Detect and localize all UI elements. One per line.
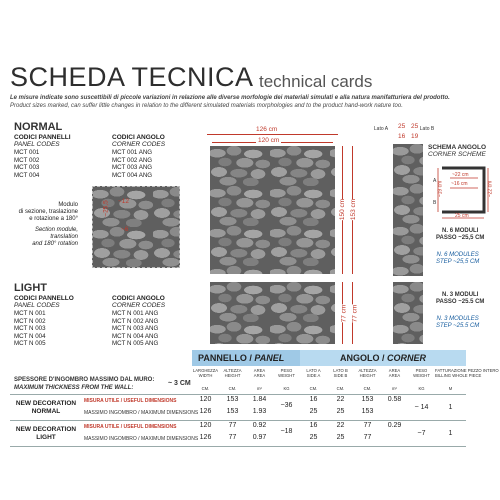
row-label-line: LIGHT [36,434,56,441]
scheme-subtitle: CORNER SCHEME [428,151,486,158]
table-cell: 120 [199,422,212,429]
note-english: Product sizes marked, can suffer little changes in relation to the different simulated materials morphologies and to the product hand-work nature too. [10,103,403,109]
panel-height-inner-light: 77 cm [340,304,348,323]
list-item: MCT 002 [14,156,40,164]
list-item: MCT N 004 [14,332,46,340]
col-header [354,368,381,378]
list-item: MCT 001 ANG [112,149,153,156]
panel-col-headers [192,368,300,378]
unit: KG [283,386,290,391]
table-row [192,422,273,429]
scheme-dim: ~22 cm [487,180,494,198]
list-item: MCT N 005 [14,340,46,347]
table-cell: 120 [199,396,212,403]
light-corner-codes-list [112,310,158,348]
module-dim: ~12 [118,198,130,205]
col-header [381,368,408,378]
panel-header [198,353,284,363]
module-note-line: Modulo [58,202,78,208]
table-row [300,434,408,441]
light-panel-codes-sub: PANEL CODES [14,302,60,309]
table-cell: 126 [199,434,212,441]
panel-height-inner-normal: 150 cm [339,198,347,221]
normal-corner-codes-label: CODICI ANGOLO [112,134,165,141]
modules-line: STEP ~25,5 CM [436,259,480,265]
col-header-en: HEIGHT [224,373,241,378]
table-divider [10,446,466,447]
unit: CM. [363,386,372,391]
panel-units [192,386,300,391]
table-row-label [10,400,82,416]
panel-weight: ~36 [280,402,293,409]
col-header-it: LARGHEZZA [192,368,219,373]
col-header-en: WIDTH [198,373,213,378]
unit: CM. [309,386,318,391]
list-item: MCT 004 [14,171,40,179]
list-item: MCT 004 ANG [112,171,153,179]
list-item: MCT 003 [14,164,40,171]
corner-weight: ~ 14 [414,404,429,411]
table-cell: 0.58 [387,396,402,403]
table-cell: 25 [309,434,318,441]
module-note [18,202,78,248]
col-header-it: ALTEZZA [358,368,377,373]
scheme-dim: ~19 cm [437,180,444,198]
table-cell: 153 [226,396,239,403]
table-row [192,396,273,403]
panel-weight: ~18 [280,428,293,435]
col-header-en: AREA [388,373,401,378]
table-cell: 22 [336,422,345,429]
unit: m² [257,386,262,391]
billing: 1 [448,430,453,437]
table-cell: 77 [363,434,372,441]
col-header [192,368,219,378]
table-row [192,408,273,415]
table-cell: 1.84 [252,396,267,403]
modules-line: STEP ~25.5 CM [436,323,480,329]
row-label-line: NEW DECORATION [15,400,77,407]
table-divider [10,394,466,395]
corner-header-en: CORNER [387,353,427,363]
module-note-line-en: translation [50,234,78,240]
module-detail-image [92,186,180,268]
max-dimensions-label: MASSIMO INGOMBRO / MAXIMUM DIMENSIONS [84,436,199,442]
unit: KG [418,386,425,391]
scheme-side-b: B [433,200,437,206]
normal-panel-image [210,146,335,274]
module-note-line-en: Section module, [34,227,78,233]
corner-col-headers [300,368,499,378]
col-header-it: AREA [388,368,401,373]
corner-side-b-text: Lato B [419,126,435,132]
table-cell: 77 [228,434,237,441]
page-title: SCHEDA TECNICA [10,62,254,92]
table-cell: 1.93 [252,408,267,415]
modules-line: N. 6 MODULES [436,252,479,258]
col-header [219,368,246,378]
light-heading: LIGHT [14,282,47,294]
table-cell: 153 [361,408,374,415]
note-italian: Le misure indicate sono suscettibili di piccole variazioni in relazione alle diverse morfologie dei materiali simulati e alla natura manifatturiera del prodotto. [10,95,450,101]
table-cell: 77 [363,422,372,429]
table-cell: 0.97 [252,434,267,441]
normal-panel-codes-label: CODICI PANNELLI [14,134,71,141]
table-row [300,408,408,415]
col-header-it: FATTURAZIONE PEZZO INTERO [435,368,499,373]
corner-dim-top: 25 [398,123,406,130]
col-header-en: WEIGHT [413,373,430,378]
corner-side-a-text: Lato A [373,126,389,132]
list-item: MCT N 002 ANG [112,317,159,325]
table-row-label [10,426,82,442]
scheme-side-a: A [433,178,437,184]
table-cell: 153 [361,396,374,403]
scheme-dim: ~16 cm [451,181,468,187]
max-dimensions-label: MASSIMO INGOMBRO / MAXIMUM DIMENSIONS [84,410,199,416]
table-cell: 22 [336,396,345,403]
col-header [327,368,354,378]
table-cell: 16 [309,396,318,403]
corner-side-a-label [372,126,390,132]
panel-header-en: PANEL [254,353,285,363]
col-header [300,368,327,378]
page-subtitle: technical cards [259,72,373,91]
list-item: MCT 002 ANG [112,156,153,164]
module-note-line-en: and 180° rotation [32,241,78,247]
col-header-it: ALTEZZA [223,368,242,373]
corner-dim-bottom: 16 [398,133,406,140]
list-item: MCT 001 [14,149,40,156]
normal-panel-codes-list [14,149,39,179]
corner-side-b-label [418,126,436,132]
corner-units [300,386,466,391]
panel-height-outer-normal: 153 cm [350,198,358,221]
unit: m² [392,386,397,391]
table-cell: 25 [336,408,345,415]
normal-modules-en [436,252,479,266]
col-header-it: LATO B [333,368,348,373]
col-header-it: AREA [253,368,266,373]
table-divider [10,420,466,421]
unit: CM. [336,386,345,391]
corner-dim-top: 25 [411,123,419,130]
modules-line: N. 6 MODULI [442,228,479,234]
corner-dim-bottom: 19 [411,133,419,140]
modules-line: N. 3 MODULES [436,316,479,322]
module-note-line: e rotazione a 180° [29,216,78,222]
col-header-en: SIDE B [333,373,348,378]
panel-width-inner: 120 cm [258,137,280,144]
unit: CM. [201,386,210,391]
col-header [246,368,273,378]
col-header-en: HEIGHT [359,373,376,378]
normal-heading: NORMAL [14,121,63,133]
light-panel-codes-label: CODICI PANNELLO [14,295,74,302]
modules-line: PASSO ~25,5 CM [436,235,485,241]
module-dim: ~6 [121,226,129,233]
list-item: MCT N 003 [14,325,46,332]
col-header-it: LATO A [306,368,321,373]
col-header [435,368,499,378]
list-item: MCT 003 ANG [112,164,153,171]
col-header-en: SIDE A [306,373,321,378]
useful-dimensions-label: MISURA UTILE / USEFUL DIMENSIONS [84,398,177,404]
list-item: MCT N 004 ANG [112,332,159,340]
table-cell [381,408,408,415]
modules-line: N. 3 MODULI [442,292,479,298]
row-label-line: NORMAL [31,408,61,415]
light-panel-image [210,282,335,344]
light-corner-codes-sub: CORNER CODES [112,302,166,309]
panel-height-outer-light: 77 cm [351,304,359,323]
list-item: MCT N 005 ANG [112,340,159,347]
thickness-label-it: SPESSORE D'INGOMBRO MASSIMO DAL MURO: [14,377,155,383]
list-item: MCT N 001 [14,310,46,317]
normal-modules-it [436,228,484,242]
unit: CM. [228,386,237,391]
table-row [300,396,408,403]
table-cell: 126 [199,408,212,415]
table-cell: 25 [309,408,318,415]
modules-line: PASSO ~25.5 CM [436,299,485,305]
table-cell: 25 [336,434,345,441]
light-modules-it [436,292,484,306]
table-row [192,434,273,441]
light-panel-codes-list [14,310,46,348]
unit: M [448,386,453,391]
scheme-dim: 25 cm [455,213,469,219]
scheme-title: SCHEMA ANGOLO [428,144,487,151]
table-cell: 0.29 [387,422,402,429]
corner-header-it: ANGOLO / [340,353,385,363]
list-item: MCT N 003 ANG [112,325,159,332]
normal-corner-codes-sub: CORNER CODES [112,141,166,148]
billing: 1 [448,404,453,411]
module-dim: ~25,5 [102,200,110,217]
col-header [273,368,300,378]
list-item: MCT N 001 ANG [112,310,159,317]
corner-header [340,353,426,363]
col-header [408,368,435,378]
col-header-en: WEIGHT [278,373,295,378]
col-header-en: AREA [253,373,266,378]
scheme-dim: ~22 cm [452,172,469,178]
table-cell: 77 [228,422,237,429]
light-modules-en [436,316,479,330]
table-cell: 16 [309,422,318,429]
col-header-it: PESO [280,368,293,373]
module-note-line: di sezione, traslazione [18,209,78,215]
dim-line [207,134,338,135]
light-corner-codes-label: CODICI ANGOLO [112,295,165,302]
col-header-en: BILLING WHOLE PIECE [435,373,482,378]
table-row [300,422,408,429]
normal-corner-image [393,144,423,276]
corner-weight: ~7 [417,430,426,437]
panel-width-outer: 126 cm [256,126,278,133]
list-item: MCT N 002 [14,317,46,325]
useful-dimensions-label: MISURA UTILE / USEFUL DIMENSIONS [84,424,177,430]
normal-panel-codes-sub: PANEL CODES [14,141,60,148]
table-cell: 0.92 [252,422,267,429]
light-corner-image [393,282,423,344]
normal-corner-codes-list [112,149,152,179]
thickness-label-en: MAXIMUM THICKNESS FROM THE WALL: [14,385,134,391]
thickness-value: ~ 3 CM [168,380,191,387]
table-cell: 153 [226,408,239,415]
row-label-line: NEW DECORATION [15,426,77,433]
table-cell [381,434,408,441]
col-header-it: PESO [415,368,428,373]
panel-header-it: PANNELLO / [198,353,252,363]
